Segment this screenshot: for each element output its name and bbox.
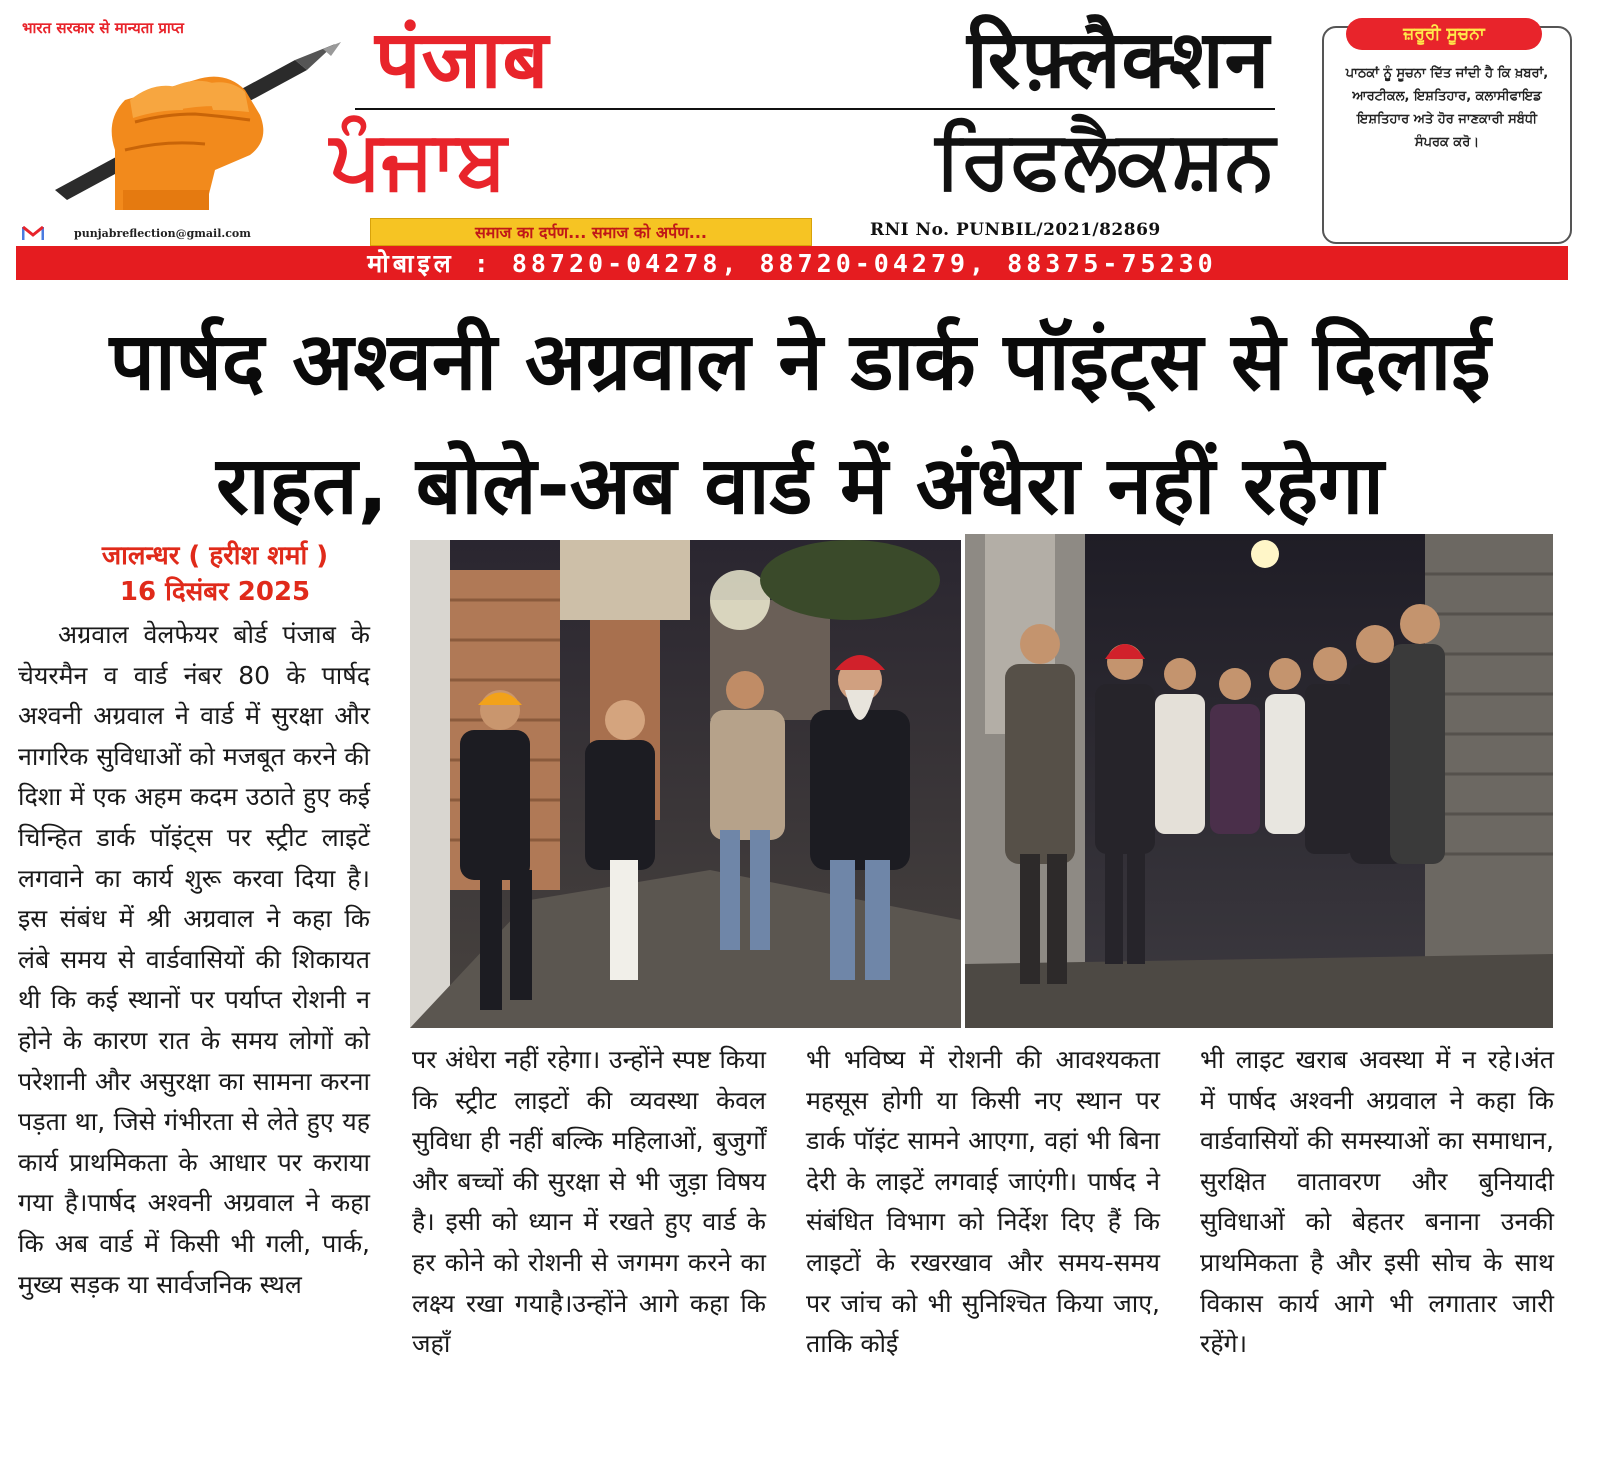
- article-headline: [20, 300, 1580, 548]
- news-photo-street-walk: [410, 540, 961, 1028]
- article-byline: [50, 538, 380, 610]
- title-punjabi-word-1: ਪੰਜਾਬ: [330, 113, 507, 206]
- title-hindi-word-2: रिफ़्लैक्शन: [967, 13, 1270, 106]
- fist-pen-logo-icon: [45, 40, 345, 218]
- masthead-title-punjabi: [330, 112, 1275, 208]
- headline-line-1: पार्षद अश्वनी अग्रवाल ने डार्क पॉइंट्स से दिलाई: [109, 315, 1491, 408]
- article-column-4: भी लाइट खराब अवस्था में न रहे।अंत में पार्षद अश्वनी अग्रवाल ने कहा कि वार्डवासियों की समस्याओं का समाधान, सुरक्षित वातावरण और बुनियादी सुविधाओं को बेहतर बनाना उनकी प्राथमिकता है और इसी सोच के साथ विकास कार्य आगे भी लगातार जारी रहेंगे।: [1200, 1045, 1554, 1359]
- title-punjabi-word-2: ਰਿਫਲੈਕਸ਼ਨ: [935, 113, 1275, 206]
- article-column-1: अग्रवाल वेलफेयर बोर्ड पंजाब के चेयरमैन व वार्ड नंबर 80 के पार्षद अश्वनी अग्रवाल ने वार्ड में सुरक्षा और नागरिक सुविधाओं को मजबूत करने की दिशा में एक अहम कदम उठाते हुए कई चिन्हित डार्क पॉइंट्स पर स्ट्रीट लाइटें लगवाने का कार्य शुरू करवा दिया है।इस संबंध में श्री अग्रवाल ने कहा कि लंबे समय से वार्डवासियों की शिकायत थी कि कई स्थानों पर पर्याप्त रोशनी न होने के कारण रात के समय लोगों को परेशानी और असुरक्षा का सामना करना पड़ता था, जिसे गंभीरता से लेते हुए यह कार्य प्राथमिकता के आधार पर कराया गया है।पार्षद अश्वनी अग्रवाल ने कहा कि अब वार्ड में किसी भी गली, पार्क, मुख्य सड़क या सार्वजनिक स्थल: [18, 620, 370, 1299]
- news-photo-group-meeting: [965, 534, 1553, 1028]
- title-hindi-word-1: पंजाब: [375, 13, 550, 106]
- headline-line-2: राहत, बोले-अब वार्ड में अंधेरा नहीं रहेगा: [216, 439, 1384, 532]
- rni-number: RNI No. PUNBIL/2021/82869: [870, 220, 1161, 240]
- notice-body: ਪਾਠਕਾਂ ਨੂੰ ਸੂਚਨਾ ਦਿੱਤ ਜਾਂਦੀ ਹੈ ਕਿ ਖ਼ਬਰਾਂ, ਆਰਟੀਕਲ, ਇਸ਼ਤਿਹਾਰ, ਕਲਾਸੀਫਾਇਡ ਇਸ਼ਤਿਹਾਰ ਅਤੇ ਹੋਰ ਜਾਣਕਾਰੀ ਸਬੰਧੀ ਸੰਪਰਕ ਕਰੋ।: [1345, 66, 1549, 150]
- byline-date: 16 दिसंबर 2025: [119, 577, 311, 607]
- tagline-banner: समाज का दर्पण... समाज को अर्पण...: [370, 218, 812, 246]
- article-column-2: पर अंधेरा नहीं रहेगा। उन्होंने स्पष्ट किया कि स्ट्रीट लाइटों की व्यवस्था केवल सुविधा ही नहीं बल्कि महिलाओं, बुजुर्गों और बच्चों की सुरक्षा से भी जुड़ा विषय है। इसी को ध्यान में रखते हुए वार्ड के हर कोने को रोशनी से जगमग करने का लक्ष्य रखा गयाहै।उन्होंने आगे कहा कि जहाँ: [412, 1045, 766, 1359]
- masthead-divider: [355, 108, 1275, 110]
- mobile-numbers-bar: मोबाइल : 88720-04278, 88720-04279, 88375-75230: [16, 246, 1568, 280]
- masthead-title-hindi: [375, 12, 1270, 108]
- mail-icon: [22, 226, 44, 241]
- notice-title: ਜ਼ਰੂਰੀ ਸੂਚਨਾ: [1346, 18, 1542, 50]
- govt-recognition-text: भारत सरकार से मान्यता प्राप्त: [22, 19, 184, 37]
- email-address[interactable]: punjabreflection@gmail.com: [74, 227, 251, 240]
- article-column-3: भी भविष्य में रोशनी की आवश्यकता महसूस होगी या किसी नए स्थान पर डार्क पॉइंट सामने आएगा, वहां भी बिना देरी के लाइटें लगवाई जाएंगी। पार्षद ने संबंधित विभाग को निर्देश दिए हैं कि लाइटों के रखरखाव और समय-समय पर जांच को भी सुनिश्चित किया जाए, ताकि कोई: [806, 1045, 1160, 1359]
- important-notice-box: [1322, 26, 1572, 244]
- byline-place: जालन्धर ( हरीश शर्मा ): [101, 541, 329, 571]
